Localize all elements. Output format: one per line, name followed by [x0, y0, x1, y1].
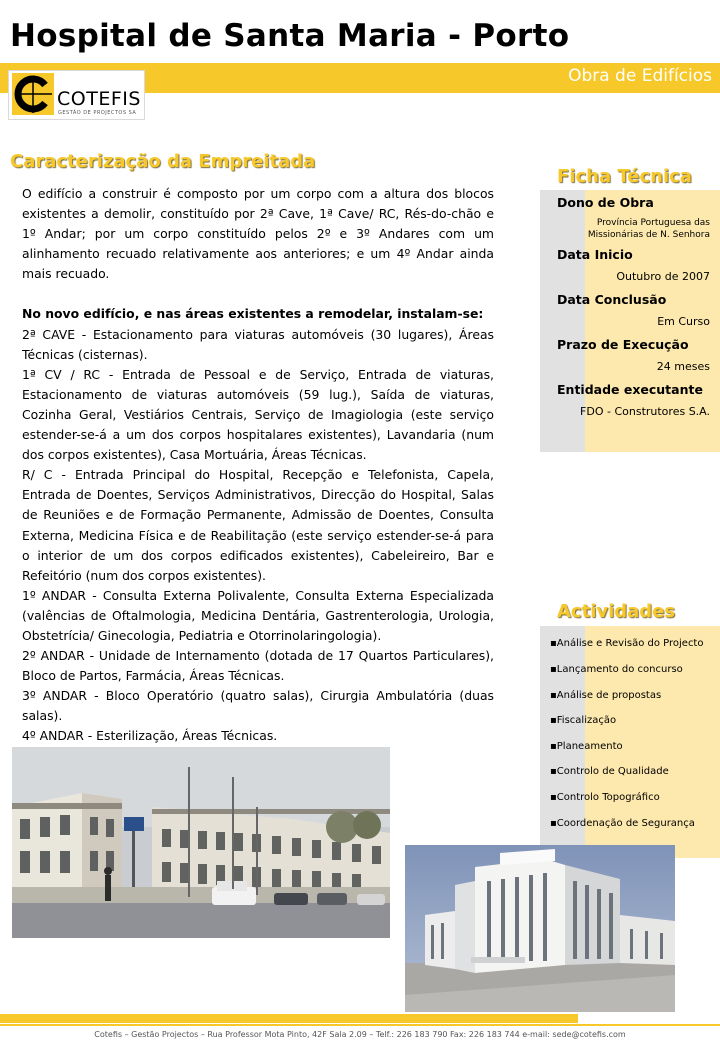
floor-item: R/ C - Entrada Principal do Hospital, Recepção e Telefonista, Capela, Entrada de Doentes, Serviços Administrativos, Direcção do Hospital, Salas de Reuniões e de Formação Permanente, Admissão de Doentes, Consulta Externa, Medicina Física e de Reabilitação (este serviço estender-se-á para o interior de um dos corpos edificados existentes), Cabeleireiro, Bar e Refeitório (num dos corpos existentes).: [22, 467, 494, 583]
prazo-label: Prazo de Execução: [557, 337, 689, 352]
page-title: Hospital de Santa Maria - Porto: [10, 18, 570, 54]
dono-value-line1: Província Portuguesa das: [596, 218, 710, 228]
bullet-icon: ▪: [550, 741, 557, 752]
list-item: ▪Controlo de Qualidade: [550, 766, 669, 777]
list-item: ▪Fiscalização: [550, 715, 617, 726]
dono-label: Dono de Obra: [557, 195, 654, 210]
bullet-icon: ▪: [550, 638, 557, 649]
hospital-street-photo: [12, 747, 390, 938]
description-text: [22, 184, 494, 747]
section-heading: Caracterização da Empreitada: [10, 151, 316, 172]
entidade-value: FDO - Construtores S.A.: [580, 405, 710, 418]
list-item: ▪Coordenação de Segurança: [550, 818, 695, 829]
page-subtitle: Obra de Edifícios: [568, 66, 712, 86]
floor-item: 2ª CAVE - Estacionamento para viaturas automóveis (30 lugares), Áreas Técnicas (cisternas).: [22, 326, 494, 362]
bullet-icon: ▪: [550, 715, 557, 726]
bullet-icon: ▪: [550, 766, 557, 777]
intro-paragraph: O edifício a construir é composto por um corpo com a altura dos blocos existentes a demolir, constituído por 2ª Cave, 1ª Cave/ RC, Rés-do-chão e 1º Andar; por um corpo constituído pelos 2º e 3º Andares com um alinhamento recuado relativamente aos anteriores; e um 4º Andar ainda mais recuado.: [22, 186, 494, 282]
new-building-rendering: [405, 845, 675, 1012]
inicio-label: Data Inicio: [557, 247, 633, 262]
ficha-heading: Ficha Técnica: [557, 166, 692, 187]
floor-item: 3º ANDAR - Bloco Operatório (quatro salas), Cirurgia Ambulatória (duas salas).: [22, 688, 494, 724]
dono-value-line2: Missionárias de N. Senhora: [587, 230, 710, 240]
logo-tagline: GESTÃO DE PROJECTOS SA: [58, 110, 137, 116]
floor-item: 1ª CV / RC - Entrada de Pessoal e de Serviço, Entrada de viaturas, Estacionamento de viaturas automóveis (59 lug.), Saída de viaturas, Cozinha Geral, Vestiários Centrais, Serviço de Imagiologia (este serviço estender-se-á a um dos corpos hospitalares existentes), Lavandaria (num dos corpos existentes), Casa Mortuária, Áreas Técnicas.: [22, 366, 494, 463]
actividades-heading: Actividades: [557, 601, 676, 622]
list-item: ▪Análise de propostas: [550, 690, 662, 701]
bullet-icon: ▪: [550, 792, 557, 803]
footer-band: [0, 1014, 578, 1023]
floor-item: 1º ANDAR - Consulta Externa Polivalente, Consulta Externa Especializada (valências de Oftalmologia, Medicina Dentária, Gastrenterologia, Urologia, Obstetrícia/ Ginecologia, Pediatria e Otorrinolaringologia).: [22, 587, 494, 643]
floor-item: 2º ANDAR - Unidade de Internamento (dotada de 17 Quartos Particulares), Bloco de Partos, Farmácia, Áreas Técnicas.: [22, 648, 494, 684]
installations-subheading: No novo edifício, e nas áreas existentes a remodelar, instalam-se:: [22, 306, 484, 322]
prazo-value: 24 meses: [656, 360, 710, 373]
floor-item: 4º ANDAR - Esterilização, Áreas Técnicas.: [22, 728, 278, 744]
logo: [8, 70, 145, 120]
list-item: ▪Análise e Revisão do Projecto: [550, 638, 704, 649]
logo-name: COTEFIS: [57, 88, 141, 110]
footer-divider: [0, 1024, 720, 1026]
list-item: ▪Lançamento do concurso: [550, 664, 683, 675]
list-item: ▪Planeamento: [550, 741, 623, 752]
list-item: ▪Controlo Topográfico: [550, 792, 660, 803]
bullet-icon: ▪: [550, 818, 557, 829]
bullet-icon: ▪: [550, 690, 557, 701]
bullet-icon: ▪: [550, 664, 557, 675]
inicio-value: Outubro de 2007: [616, 270, 710, 283]
cotefis-logo-icon: [12, 73, 54, 115]
footer-contact: Cotefis – Gestão Projectos – Rua Professor Mota Pinto, 42F Sala 2.09 – Telf.: 226 183 790 Fax: 226 183 744 e-mail: sede@cotefis.com: [94, 1030, 626, 1039]
conclusao-value: Em Curso: [657, 315, 710, 328]
entidade-label: Entidade executante: [557, 382, 703, 397]
conclusao-label: Data Conclusão: [557, 292, 667, 307]
